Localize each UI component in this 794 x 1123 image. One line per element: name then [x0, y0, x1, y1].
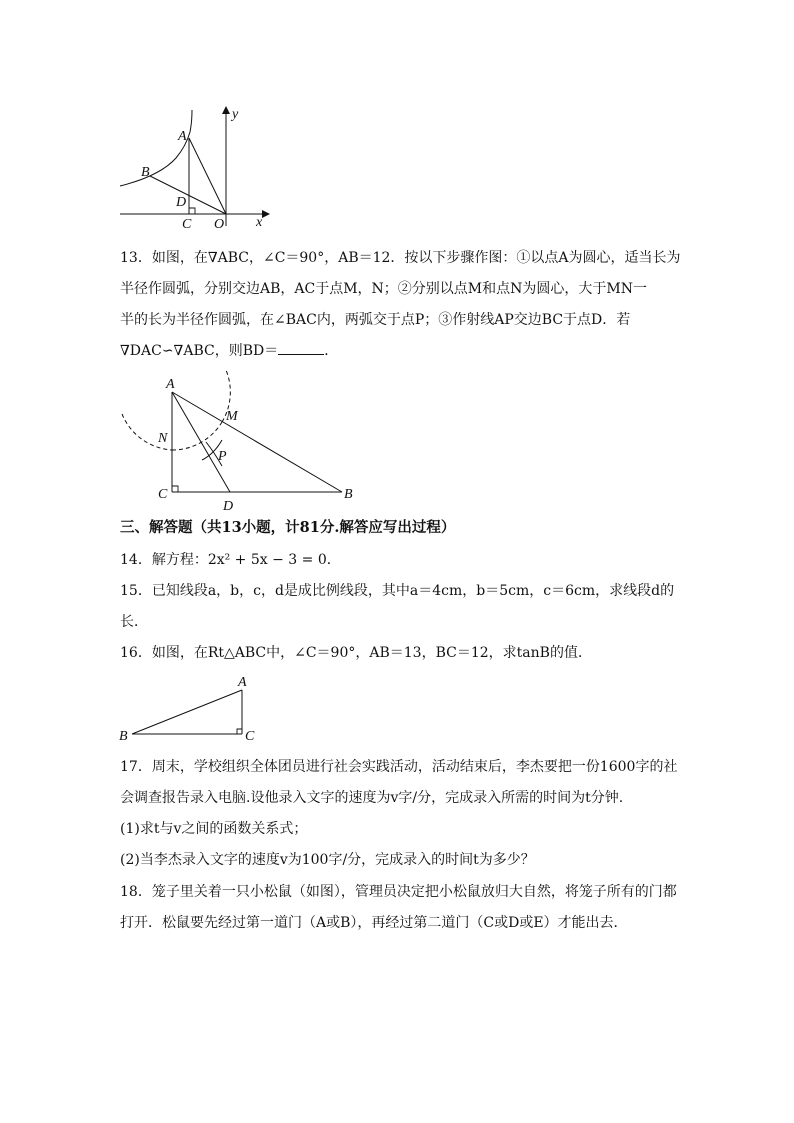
- q17-line1: 17．周末，学校组织全体团员进行社会实践活动，活动结束后，李杰要把一份1600字的社: [120, 759, 678, 775]
- label-M: M: [226, 409, 238, 424]
- label-x: x: [256, 215, 263, 230]
- q16-text: 16．如图，在Rt△ABC中，∠C＝90°，AB＝13，BC＝12，求tanB的值．: [120, 645, 592, 661]
- q13-line4: [120, 341, 680, 361]
- q13-line4-end: ．: [324, 343, 339, 359]
- q17-line2: 会调查报告录入电脑.设他录入文字的速度为v字/分，完成录入所需的时间为t分钟.: [120, 790, 624, 806]
- label-A: A: [166, 377, 175, 392]
- y-axis-arrow-icon: [222, 106, 230, 114]
- section-heading: 三、解答题（共13小题，计81分.解答应写出过程）: [120, 519, 456, 536]
- label-C: C: [245, 729, 255, 744]
- q17-line3: (1)求t与v之间的函数关系式；: [120, 821, 308, 837]
- label-D: D: [176, 195, 187, 210]
- answer-blank[interactable]: [278, 342, 324, 355]
- q16-figure: [116, 672, 276, 746]
- q14-text: 14．解方程：2x² + 5x − 3 = 0．: [120, 552, 341, 568]
- label-P: P: [218, 449, 227, 464]
- label-C: C: [158, 487, 168, 502]
- q18-line2: 打开．松鼠要先经过第一道门（A或B），再经过第二道门（C或D或E）才能出去．: [120, 915, 628, 931]
- q15-line2: 长．: [120, 614, 148, 630]
- label-C: C: [182, 217, 192, 230]
- q13-line2: 半径作圆弧，分别交边AB，AC于点M，N；②分别以点M和点N为圆心，大于MN一: [120, 281, 647, 297]
- q15-line1: 15．已知线段a，b，c，d是成比例线段，其中a＝4cm，b＝5cm，c＝6cm，求线段d的: [120, 583, 675, 599]
- q13-line3: 半的长为半径作圆弧，在∠BAC内，两弧交于点P；③作射线AP交边BC于点D．若: [120, 312, 631, 328]
- q17-line4: (2)当李杰录入文字的速度v为100字/分，完成录入的时间t为多少？: [120, 852, 535, 868]
- label-A: A: [238, 675, 247, 690]
- x-axis-arrow-icon: [262, 210, 270, 218]
- label-O: O: [214, 217, 225, 230]
- label-y: y: [232, 107, 239, 122]
- label-D: D: [223, 499, 234, 514]
- label-B: B: [344, 487, 353, 502]
- q18-line1: 18．笼子里关着一只小松鼠（如图），管理员决定把小松鼠放归大自然，将笼子所有的门都: [120, 884, 677, 900]
- q12-figure: [110, 102, 270, 230]
- label-B: B: [141, 165, 150, 180]
- label-B: B: [119, 729, 128, 744]
- q13-figure: [110, 368, 360, 516]
- label-N: N: [158, 431, 168, 446]
- label-A: A: [178, 129, 187, 144]
- q13-line1: 13．如图，在∇ABC，∠C＝90°，AB＝12．按以下步骤作图：①以点A为圆心，适当长为: [120, 250, 681, 266]
- q13-line4-text: ∇DAC∽∇ABC，则BD＝: [120, 343, 279, 359]
